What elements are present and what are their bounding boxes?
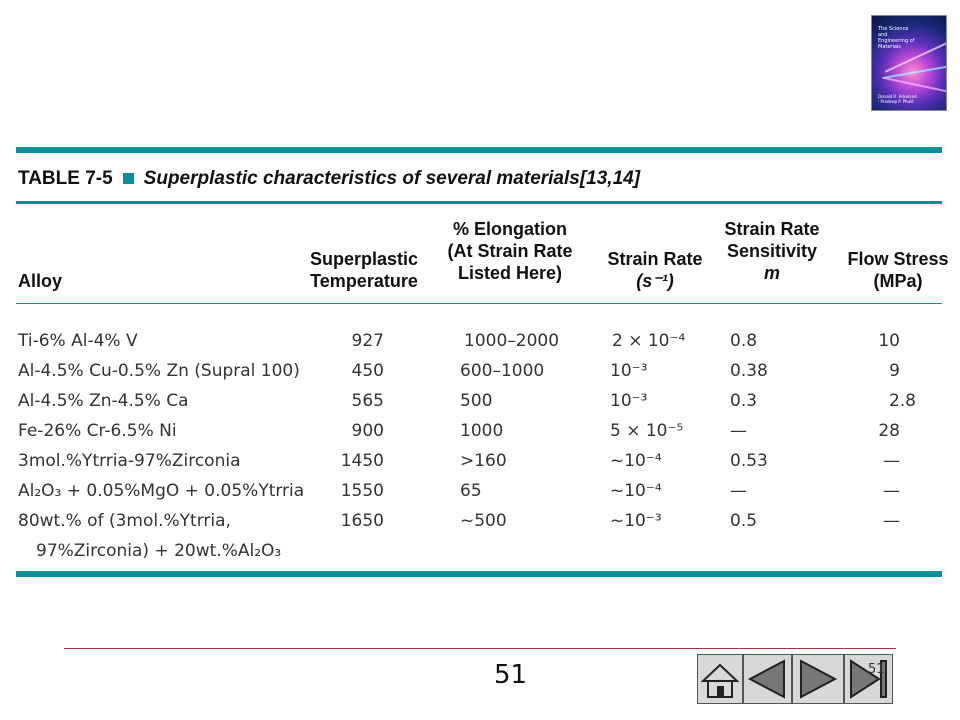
- back-arrow-icon: [744, 655, 791, 703]
- caption-rule: [16, 201, 942, 204]
- header-rule: [16, 303, 942, 304]
- book-cover-image: [872, 16, 946, 110]
- header-strain-rate: Strain Rate (s⁻¹): [607, 249, 703, 291]
- header-sensitivity: Strain Rate Sensitivity m: [724, 219, 820, 283]
- home-button[interactable]: [697, 654, 743, 704]
- home-icon: [698, 655, 742, 703]
- table-row-continuation: 97%Zirconia) + 20wt.%Al₂O₃: [36, 541, 282, 561]
- header-elongation: % Elongation (At Strain Rate Listed Here): [447, 219, 573, 283]
- table-title: Superplastic characteristics of several materials[13,14]: [143, 168, 641, 189]
- caption-square-icon: [123, 173, 134, 184]
- header-temperature: Superplastic Temperature: [310, 249, 419, 291]
- nav-page-number: 51: [868, 662, 885, 677]
- header-flow-stress: Flow Stress (MPa): [847, 249, 949, 291]
- forward-arrow-icon: [793, 655, 843, 703]
- table-caption: [18, 168, 640, 190]
- book-cover-title: The Science and Engineering of Materials: [878, 26, 915, 50]
- page-number: 51: [494, 660, 528, 690]
- header-alloy: Alloy: [18, 271, 63, 291]
- table-bottom-rule: [16, 571, 942, 577]
- book-cover-author: Donald R. Askeland · Pradeep P. Phulé: [878, 94, 917, 104]
- table-label: TABLE 7-5: [18, 168, 113, 189]
- next-slide-button[interactable]: [792, 654, 844, 704]
- previous-slide-button[interactable]: [743, 654, 792, 704]
- table-top-rule: [16, 147, 942, 153]
- footer-rule: [64, 648, 896, 649]
